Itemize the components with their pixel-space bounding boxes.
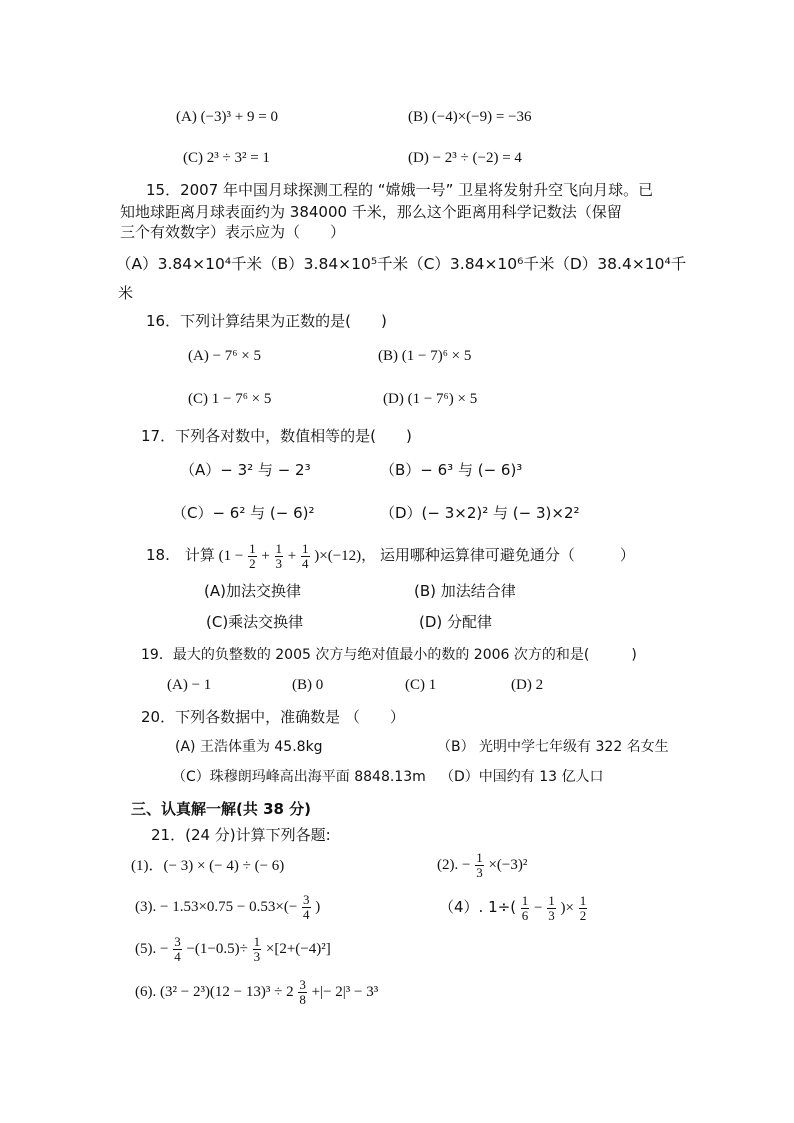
q21-p4-d3: 2 (579, 908, 587, 924)
q21-p4-close: )× (560, 900, 574, 916)
q18-f1-den: 2 (249, 556, 256, 572)
q21-stem: 21．(24 分)计算下列各题: (151, 826, 331, 844)
q20-option-c: （C）珠穆朗玛峰高出海平面 8848.13m (172, 769, 426, 785)
q21-part-1: (1)．(− 3) × (− 4) ÷ (− 6) (131, 858, 285, 874)
q21-p3-den: 4 (303, 907, 310, 923)
q21-p4-d2: 3 (548, 908, 555, 924)
q18-prefix: 18. 计算 (146, 546, 215, 564)
q21-p6-fraction (298, 978, 307, 1006)
q21-p2-den: 3 (476, 865, 483, 881)
q21-p4-d1: 6 (521, 908, 529, 924)
q21-part-2 (437, 848, 527, 882)
q18-option-d: (D) 分配律 (419, 613, 493, 631)
q17-option-a: （A）− 3² 与 − 2³ (180, 461, 311, 479)
q18-fraction-1 (248, 542, 257, 570)
q18-f3-num: 1 (302, 541, 309, 557)
q18-plus-1: + (261, 548, 270, 564)
q21-p3-fraction (302, 893, 311, 921)
q17-option-d: （D）(− 3×2)² 与 (− 3)×2² (380, 504, 580, 522)
q21-p5-den: 4 (174, 949, 181, 965)
q21-p6-suffix: +|− 2|³ − 3³ (311, 984, 379, 1000)
q20-option-b: （B） 光明中学七年级有 322 名女生 (437, 739, 669, 755)
q21-p4-fraction-1 (521, 894, 530, 922)
q21-p6-prefix: (6). (3² − 2³)(12 − 13)³ ÷ 2 (135, 984, 294, 1000)
q21-p3-suffix: ) (315, 899, 321, 915)
q19-stem: 19．最大的负整数的 2005 次方与绝对值最小的数的 2006 次方的和是( ) (141, 647, 637, 663)
q21-p5-d2: 3 (253, 949, 261, 965)
q14-option-d: (D) − 2³ ÷ (−2) = 4 (408, 150, 522, 166)
q19-option-b: (B) 0 (292, 677, 324, 693)
q18-f3-den: 4 (302, 556, 309, 572)
q21-p2-num: 1 (476, 850, 483, 866)
q17-option-b: （B）− 6³ 与 (− 6)³ (380, 461, 523, 479)
q21-p6-num: 3 (299, 977, 306, 993)
q18-f2-num: 1 (275, 541, 283, 557)
q16-stem: 16．下列计算结果为正数的是( ) (146, 312, 387, 330)
q21-p5-n2: 1 (253, 934, 261, 950)
q21-p4-n3: 1 (579, 893, 587, 909)
q15-stem-line2: 知地球距离月球表面约为 384000 千米，那么这个距离用科学记数法（保留 (120, 203, 622, 221)
q21-p6-den: 8 (299, 992, 306, 1008)
q18-fraction-2 (275, 542, 284, 570)
q20-option-d: （D）中国约有 13 亿人口 (440, 769, 604, 785)
q16-option-c: (C) 1 − 7⁶ × 5 (188, 391, 272, 407)
q21-p3-prefix: (3). − 1.53×0.75 − 0.53×(− (135, 899, 298, 915)
q18-option-a: (A)加法交换律 (204, 582, 301, 600)
q19-option-a: (A) − 1 (167, 677, 212, 693)
q21-part-6 (135, 975, 378, 1009)
q18-stem (146, 540, 635, 571)
q18-plus-2: + (287, 548, 297, 564)
q18-stem-tail: 运用哪种运算律可避免通分（ ） (379, 546, 635, 564)
q21-p5-suffix: ×[2+(−4)²] (265, 941, 331, 957)
q18-fraction-3 (301, 542, 310, 570)
q15-options: （A）3.84×10⁴千米（B）3.84×10⁵千米（C）3.84×10⁶千米（D）38.4×10⁴千 (116, 255, 687, 273)
q21-part-5 (135, 931, 331, 967)
q21-p2-prefix: (2). − (437, 857, 471, 873)
q21-p4-prefix: （4）. 1÷( (439, 898, 517, 916)
q14-option-c: (C) 2³ ÷ 3² = 1 (183, 150, 270, 166)
q21-p5-fraction-1 (173, 935, 182, 963)
q18-option-c: (C)乘法交换律 (206, 613, 304, 631)
q21-p5-num: 3 (174, 934, 181, 950)
q17-stem: 17．下列各对数中，数值相等的是( ) (141, 427, 412, 445)
q21-part-3 (135, 889, 320, 925)
q17-option-c: （C）− 6² 与 (− 6)² (172, 504, 315, 522)
q20-stem: 20．下列各数据中，准确数是 （ ） (141, 708, 405, 726)
q21-p5-prefix: (5). − (135, 941, 169, 957)
q14-option-a: (A) (−3)³ + 9 = 0 (176, 109, 278, 125)
q19-option-c: (C) 1 (405, 677, 437, 693)
q15-stem-line3: 三个有效数字）表示应为（ ） (120, 223, 346, 241)
q21-p4-n2: 1 (548, 893, 555, 909)
section-title: 三、认真解一解(共 38 分) (131, 800, 312, 818)
q18-expr-close: )×(−12)， (314, 548, 377, 564)
q21-p4-fraction-2 (547, 894, 556, 922)
q21-p4-fraction-3 (579, 894, 588, 922)
q21-p3-num: 3 (303, 892, 310, 908)
q20-option-a: (A) 王浩体重为 45.8kg (175, 739, 323, 755)
q14-option-b: (B) (−4)×(−9) = −36 (408, 109, 532, 125)
q18-option-b: (B) 加法结合律 (414, 582, 516, 600)
q21-p4-mid: − (534, 900, 543, 916)
q21-p5-mid: −(1−0.5)÷ (186, 941, 248, 957)
q18-f2-den: 3 (275, 556, 283, 572)
q21-p4-n1: 1 (521, 893, 529, 909)
q21-part-4 (439, 889, 588, 926)
q15-options-tail: 米 (118, 284, 134, 302)
q21-p2-suffix: ×(−3)² (488, 857, 528, 873)
q16-option-a: (A) − 7⁶ × 5 (188, 348, 261, 364)
q21-p5-fraction-2 (253, 935, 262, 963)
q21-p2-fraction (475, 851, 484, 879)
q16-option-d: (D) (1 − 7⁶) × 5 (383, 391, 478, 407)
q19-option-d: (D) 2 (511, 677, 544, 693)
q15-stem-line1: 15．2007 年中国月球探测工程的 “嫦娥一号” 卫星将发射升空飞向月球。已 (146, 181, 654, 199)
q16-option-b: (B) (1 − 7)⁶ × 5 (378, 348, 472, 364)
q18-expr-open: (1 − (218, 548, 244, 564)
q18-f1-num: 1 (249, 541, 256, 557)
